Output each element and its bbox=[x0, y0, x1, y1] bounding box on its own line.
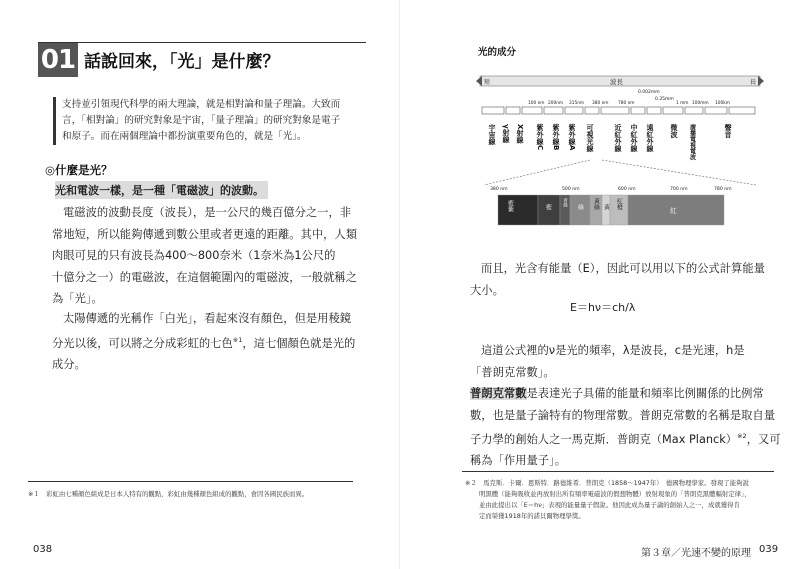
visible-tick: 780 nm bbox=[714, 187, 732, 192]
scale-label: 0.002mm bbox=[638, 90, 660, 95]
band-label: 中紅外線 bbox=[630, 124, 638, 152]
tick-label: 100 nm bbox=[528, 101, 545, 106]
text-line: 稱為「作用量子」。 bbox=[470, 454, 567, 468]
band-label: 紫外線A bbox=[568, 124, 576, 151]
zoom-line bbox=[484, 160, 590, 185]
color-label: 紅橙 bbox=[615, 198, 623, 210]
paragraph-energy bbox=[470, 258, 780, 301]
section-title: 話說回來，「光」是什麼？ bbox=[84, 52, 280, 72]
tick-label: 100mm bbox=[692, 101, 709, 106]
spectrum-diagram bbox=[470, 40, 770, 245]
text-span: 子力學的創始人之一馬克斯．普朗克（Max Planck） bbox=[470, 432, 738, 446]
paragraph-planck bbox=[470, 383, 780, 472]
footnote-2 bbox=[465, 478, 751, 522]
footnote-ref: ※1 bbox=[232, 335, 243, 344]
text-line: 電磁波的波動長度（波長），是一公尺的幾百億分之一，非 bbox=[63, 206, 352, 219]
arrow-left bbox=[476, 76, 482, 86]
tick-label: 100km bbox=[715, 101, 730, 106]
text-line: 肉眼可見的只有波長為400～800奈米（1奈米為1公尺的 bbox=[52, 249, 336, 262]
tick-label: 315nm bbox=[569, 101, 585, 106]
band-label: 可視光線 bbox=[586, 124, 594, 152]
term-highlight: 普朗克常數 bbox=[470, 387, 527, 400]
tick-label: 200nm bbox=[548, 101, 564, 106]
text-line bbox=[470, 383, 780, 405]
visible-tick: 600 nm bbox=[618, 187, 636, 192]
page-number-left: 038 bbox=[33, 544, 53, 555]
color-label: 黃綠 bbox=[592, 198, 600, 210]
segment-row bbox=[482, 107, 755, 114]
band-label: X射線 bbox=[516, 124, 524, 144]
paragraph-symbols bbox=[470, 340, 780, 383]
visible-tick: 500 nm bbox=[562, 187, 580, 192]
visible-tick: 700 nm bbox=[670, 187, 688, 192]
text-line: 「普朗克常數」。 bbox=[470, 365, 555, 379]
question-heading: ◎什麼是光？ bbox=[45, 163, 113, 177]
text-line: 大小。 bbox=[470, 283, 504, 297]
footnote-line: 明黑體（能夠吸收並再放射出所有頻率電磁波的假想物體）放射現象的「普朗克黑體輻射定律」， bbox=[479, 490, 751, 498]
wavelength-label: 波長 bbox=[610, 78, 623, 86]
text-line bbox=[470, 426, 780, 450]
text-line: 數，也是量子論特有的物理常數。普朗克常數的名稱是取自量 bbox=[470, 408, 776, 422]
text-span: 分光以後，可以將之分成彩虹的七色 bbox=[52, 336, 233, 350]
band-label: 紫外線B bbox=[552, 124, 560, 151]
text-line: 為「光」。 bbox=[52, 292, 103, 305]
footnote-rule bbox=[28, 481, 353, 482]
band-label: 紫外線C bbox=[536, 124, 544, 151]
color-label: 青綠 bbox=[562, 198, 568, 207]
text-line: 成分。 bbox=[52, 357, 86, 371]
running-head: 第３章／光速不變的原理 bbox=[641, 548, 751, 559]
highlight-line: 光和電波一樣，是一種「電磁波」的波動。 bbox=[55, 181, 268, 199]
tick-label: 1 mm bbox=[676, 101, 689, 106]
tick-label: 380 nm bbox=[592, 101, 609, 106]
color-label: 藍 bbox=[544, 204, 552, 210]
visible-tick: 380 nm bbox=[490, 187, 508, 192]
band-label: γ射線 bbox=[502, 124, 510, 143]
scale-label: 0.35mm bbox=[655, 97, 674, 102]
summary-line: 支持並引領現代科學的兩大理論，就是相對論和量子理論。大致而 bbox=[62, 99, 341, 110]
band-label: 聲音 bbox=[724, 124, 732, 138]
text-span: ，這七個顏色就是光的 bbox=[242, 336, 356, 350]
footnote-line: 並由此提出以「E＝hν」表現的能量量子假說。他因此成為量子論的創始人之一，成就獲得肯 bbox=[479, 501, 740, 509]
text-line: 十億分之一）的電磁波，在這個範圍內的電磁波，一般就稱之 bbox=[52, 270, 358, 284]
section-number: 01 bbox=[38, 43, 78, 77]
band-label: 近紅外線 bbox=[614, 124, 622, 152]
left-page bbox=[0, 0, 399, 569]
text-line bbox=[52, 330, 372, 354]
zoom-line bbox=[602, 160, 756, 185]
color-label: 綠 bbox=[576, 204, 584, 210]
visible-strip bbox=[498, 195, 724, 225]
section-summary bbox=[53, 97, 362, 145]
text-line: 太陽傳遞的光稱作「白光」，看起來沒有顏色，但是用稜鏡 bbox=[63, 312, 352, 325]
arrow-right bbox=[758, 76, 764, 86]
band-label: 遠紅外線 bbox=[646, 124, 654, 152]
footnote-ref: ※2 bbox=[737, 432, 747, 440]
spectrum-svg bbox=[470, 40, 770, 245]
color-label: 黃 bbox=[602, 204, 610, 210]
energy-formula: E＝hν＝ch/λ bbox=[570, 301, 636, 314]
header-rule bbox=[38, 42, 366, 43]
band-label: 微波 bbox=[670, 124, 678, 138]
text-span: ，又可 bbox=[746, 432, 781, 446]
text-line: 常地短，所以能夠傳遞到數公里或者更遠的距離。其中，人類 bbox=[52, 227, 358, 241]
footnote-line: ※２ 馬克斯．卡爾．恩斯特．路德維希．普朗克（1858～1947年） 德國物理學家。發現了能夠說 bbox=[465, 479, 749, 487]
tick-label: 780 nm bbox=[618, 101, 635, 106]
band-label: 宇宙線 bbox=[488, 124, 496, 145]
color-label: 紅 bbox=[670, 207, 677, 215]
paragraph-wavelength bbox=[52, 202, 372, 310]
footnote-rule bbox=[462, 471, 774, 472]
footnote-line: 定而榮獲1918年的諾貝爾物理學獎。 bbox=[479, 512, 585, 520]
right-page bbox=[400, 0, 799, 569]
color-label: 藍紫 bbox=[506, 200, 514, 212]
text-line: 而且，光含有能量（E），因此可以用以下的公式計算能量 bbox=[481, 262, 765, 275]
text-span: 是表達光子具備的能量和頻率比例關係的比例常 bbox=[526, 387, 764, 400]
short-label: 短 bbox=[484, 79, 491, 86]
long-label: 長 bbox=[750, 79, 757, 86]
summary-line: 言，「相對論」的研究對象是宇宙，「量子理論」的研究對象是電子 bbox=[62, 115, 341, 126]
footnote-1: ※１ 彩虹由七種顏色組成是日本人特有的觀點，彩虹由幾種顏色組成的觀點，會因各國民族而異。 bbox=[28, 490, 309, 498]
text-line: 這道公式裡的ν是光的頻率，λ是波長，c是光速，h是 bbox=[481, 344, 745, 357]
page-number-right: 039 bbox=[759, 544, 779, 555]
paragraph-white-light bbox=[52, 308, 372, 375]
summary-line: 和原子。而在兩個理論中都扮演重要角色的，就是「光」。 bbox=[62, 131, 307, 142]
diagram-title: 光的成分 bbox=[478, 47, 517, 58]
band-label: 廣播電視電波 bbox=[688, 124, 696, 160]
